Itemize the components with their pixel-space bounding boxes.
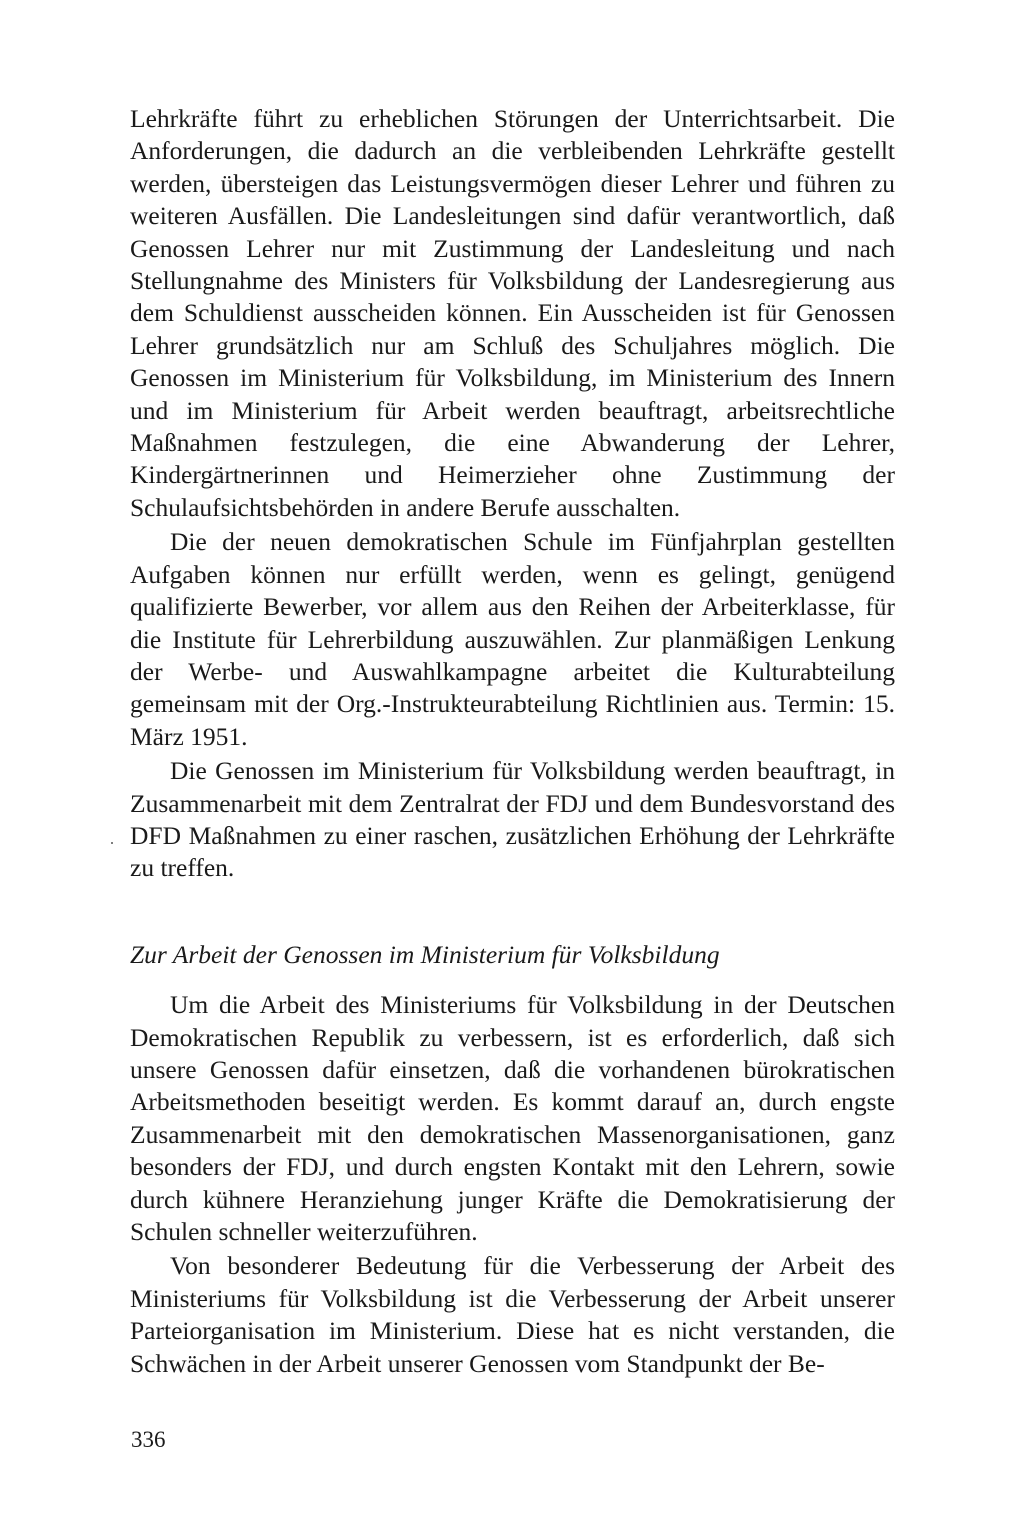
paragraph-5: Von besonderer Bedeutung für die Verbesserung der Arbeit des Ministeriums für Volksbildung ist die Verbesserung der Arbeit unserer Parteiorganisation im Ministerium. Diese hat es nicht verstanden, die Schwächen in der Arbeit unserer Genossen vom Standpunkt der Be-	[130, 1251, 895, 1378]
paragraph-4: Um die Arbeit des Ministeriums für Volksbildung in der Deutschen Demokratischen Republik zu verbessern, ist es erforderlich, daß sich unsere Genossen dafür einsetzen, daß die vorhandenen bürokratischen Arbeitsmethoden beseitigt werden. Es kommt darauf an, durch engste Zusammenarbeit mit den demokratischen Massenorganisationen, ganz besonders der FDJ, und durch engsten Kontakt mit den Lehrern, sowie durch kühnere Heranziehung junger Kräfte die Demokratisierung der Schulen schneller weiterzuführen.	[130, 990, 895, 1246]
body-text	[130, 103, 895, 1380]
page-number: 336	[131, 1427, 166, 1452]
print-speck	[111, 842, 113, 844]
paragraph-3: Die Genossen im Ministerium für Volksbildung werden beauftragt, in Zusammenarbeit mit dem Zentralrat der FDJ und dem Bundesvorstand des DFD Maßnahmen zu einer raschen, zusätzlichen Erhöhung der Lehrkräfte zu treffen.	[130, 756, 895, 883]
paragraph-2: Die der neuen demokratischen Schule im Fünfjahrplan gestellten Aufgaben können nur erfüllt werden, wenn es gelingt, genügend qualifizierte Bewerber, vor allem aus den Reihen der Arbeiterklasse, für die Institute für Lehrerbildung auszuwählen. Zur planmäßigen Lenkung der Werbe- und Auswahlkampagne arbeitet die Kulturabteilung gemeinsam mit der Org.-Instrukteurabteilung Richtlinien aus. Termin: 15. März 1951.	[130, 527, 895, 751]
section-heading: Zur Arbeit der Genossen im Ministerium für Volksbildung	[130, 939, 720, 969]
paragraph-1: Lehrkräfte führt zu erheblichen Störungen der Unterrichtsarbeit. Die Anforderungen, die dadurch an die verbleibenden Lehrkräfte gestellt werden, übersteigen das Leistungsvermögen dieser Lehrer und führen zu weiteren Ausfällen. Die Landesleitungen sind dafür verantwortlich, daß Genossen Lehrer nur mit Zustimmung der Landesleitung und nach Stellungnahme des Ministers für Volksbildung der Landesregierung aus dem Schuldienst ausscheiden können. Ein Ausscheiden ist für Genossen Lehrer grundsätzlich nur am Schluß des Schuljahres möglich. Die Genossen im Ministerium für Volksbildung, im Ministerium des Innern und im Ministerium für Arbeit werden beauftragt, arbeitsrechtliche Maßnahmen festzulegen, die eine Abwanderung der Lehrer, Kindergärtnerinnen und Heimerzieher ohne Zustimmung der Schulaufsichtsbehörden in andere Berufe ausschalten.	[130, 104, 895, 522]
